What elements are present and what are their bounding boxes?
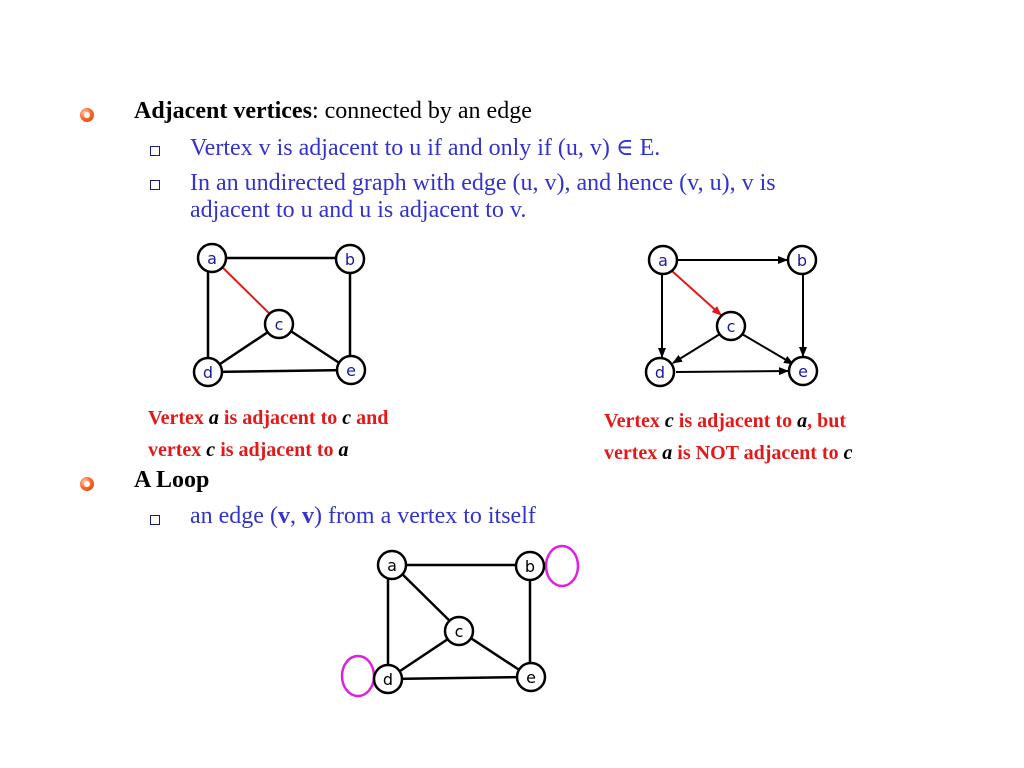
term: A Loop bbox=[134, 467, 210, 493]
definition: : connected by an edge bbox=[311, 98, 532, 124]
loop-text: ) from a vertex to itself bbox=[313, 503, 536, 529]
vertex-label-a: a bbox=[207, 249, 217, 268]
vertex-label-d: d bbox=[654, 363, 666, 382]
vertex-label-a: a bbox=[658, 251, 668, 270]
edge-d-e bbox=[388, 677, 530, 679]
caption-text: is adjacent to bbox=[215, 439, 339, 461]
vertex-label-c: c bbox=[726, 317, 736, 336]
caption-text: is NOT adjacent to bbox=[672, 442, 844, 464]
sub-bullet-icon bbox=[150, 180, 160, 190]
caption-text: vertex bbox=[148, 439, 207, 461]
loop-b bbox=[546, 546, 578, 586]
bullet-icon bbox=[80, 477, 94, 491]
edge-d-e bbox=[208, 370, 350, 372]
loop-graph bbox=[336, 540, 586, 705]
caption-var: c bbox=[342, 407, 352, 429]
vertex-label-e: e bbox=[346, 361, 356, 380]
sub-bullet-icon bbox=[150, 146, 160, 156]
caption-var: a bbox=[338, 439, 349, 461]
directed-graph bbox=[630, 238, 830, 398]
vertex-label-e: e bbox=[798, 362, 808, 381]
vertex-label-d: d bbox=[202, 363, 214, 382]
caption-var: a bbox=[208, 407, 219, 429]
caption-text: Vertex bbox=[604, 410, 665, 432]
arc-c-d bbox=[673, 334, 720, 363]
sub-bullet-icon bbox=[150, 515, 160, 525]
loop-var: v bbox=[277, 503, 290, 529]
adjacent-vertices-heading bbox=[134, 98, 532, 125]
caption-var: c bbox=[664, 410, 674, 432]
sub-bullet-text bbox=[190, 503, 536, 530]
loop-text: an edge ( bbox=[190, 503, 278, 529]
loop-var: v bbox=[301, 503, 314, 529]
sub-bullet-line: In an undirected graph with edge (u, v), and hence (v, u), v is bbox=[190, 170, 776, 196]
caption-var: a bbox=[662, 442, 673, 464]
caption-var: c bbox=[843, 442, 853, 464]
arc-d-e bbox=[676, 371, 788, 372]
arc-c-e bbox=[742, 334, 793, 364]
directed-caption bbox=[604, 405, 853, 469]
caption-text: Vertex bbox=[148, 407, 209, 429]
vertex-label-d: d bbox=[382, 670, 394, 689]
caption-var: a bbox=[797, 410, 808, 432]
caption-text: vertex bbox=[604, 442, 663, 464]
caption-text: , but bbox=[807, 410, 847, 432]
caption-line bbox=[148, 402, 388, 434]
vertex-label-b: b bbox=[344, 250, 356, 269]
vertex-label-e: e bbox=[526, 668, 536, 687]
caption-line bbox=[604, 437, 853, 469]
loop-d bbox=[342, 656, 374, 696]
arc-a-c-highlight bbox=[672, 271, 721, 315]
bullet-icon bbox=[80, 108, 94, 122]
caption-text: is adjacent to bbox=[218, 407, 343, 429]
sub-bullet-text bbox=[190, 170, 776, 224]
caption-var: c bbox=[206, 439, 216, 461]
undirected-caption bbox=[148, 402, 388, 466]
caption-text: and bbox=[351, 407, 389, 429]
vertex-label-c: c bbox=[454, 622, 464, 641]
vertex-label-b: b bbox=[796, 251, 808, 270]
sub-bullet-line: adjacent to u and u is adjacent to v. bbox=[190, 197, 527, 223]
vertex-label-c: c bbox=[274, 315, 284, 334]
undirected-graph bbox=[180, 235, 380, 395]
caption-line bbox=[604, 405, 853, 437]
term: Adjacent vertices bbox=[134, 98, 312, 124]
vertex-label-b: b bbox=[524, 557, 536, 576]
sub-bullet-text: Vertex v is adjacent to u if and only if (u, v) ∈ E. bbox=[190, 135, 661, 161]
vertex-label-a: a bbox=[387, 556, 397, 575]
caption-text: is adjacent to bbox=[673, 410, 798, 432]
loop-heading bbox=[134, 467, 209, 494]
loop-text: , bbox=[289, 503, 302, 529]
caption-line bbox=[148, 434, 388, 466]
